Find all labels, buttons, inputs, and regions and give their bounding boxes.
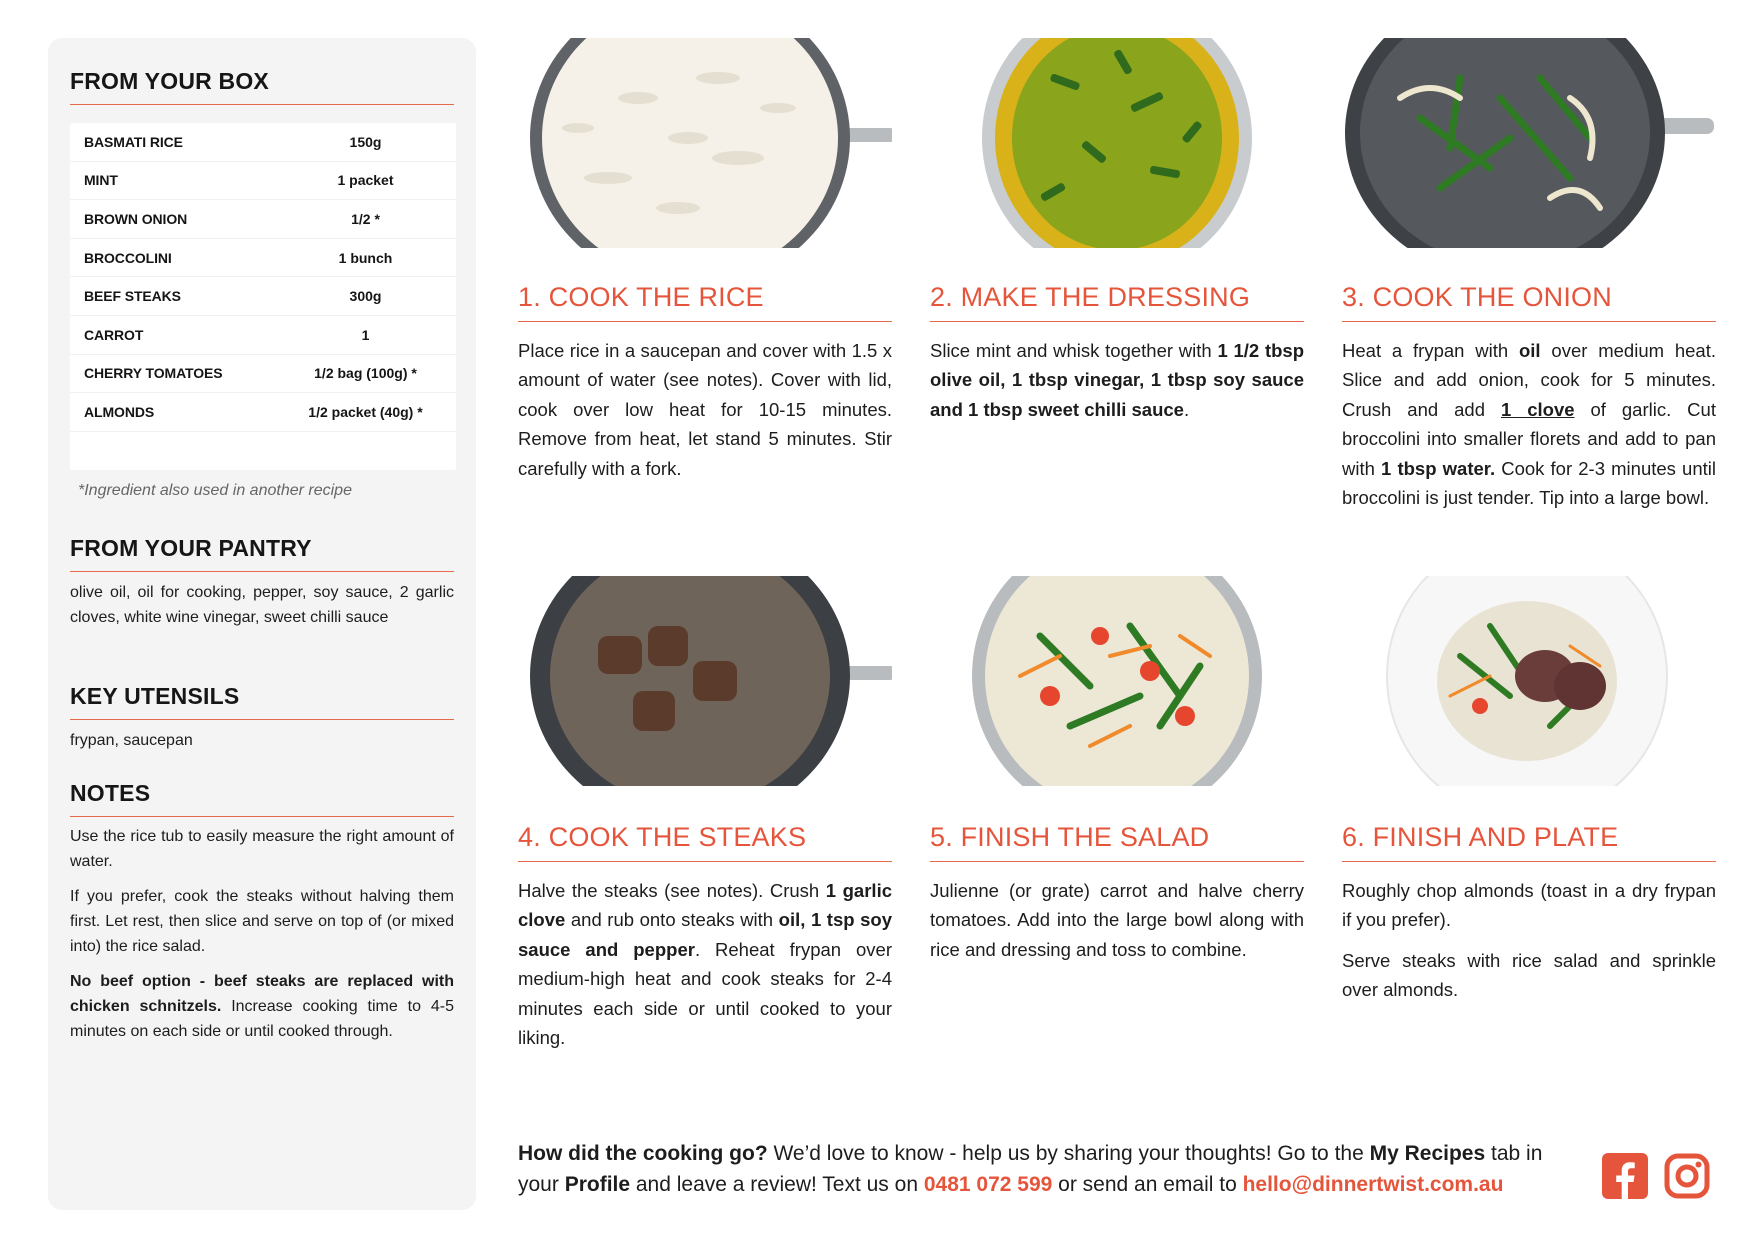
ingredient-name: CARROT — [84, 326, 144, 343]
footer-text: and leave a review! Text us on — [630, 1173, 924, 1196]
pantry-text: olive oil, oil for cooking, pepper, soy sauce, 2 garlic cloves, white wine vinegar, sweet chilli sauce — [70, 584, 454, 626]
notes-body — [70, 824, 454, 1054]
pantry-heading: FROM YOUR PANTRY — [70, 535, 454, 572]
step-6-text — [1342, 876, 1716, 1016]
ingredients-sidebar — [48, 38, 476, 1210]
my-recipes-label: My Recipes — [1369, 1142, 1486, 1165]
ingredient-qty: 1 bunch — [338, 249, 393, 266]
step-bold-run: oil, 1 tsp soy sauce and pepper — [518, 909, 892, 960]
step-2-text — [930, 336, 1304, 424]
step-text-run: Slice mint and whisk together with — [930, 340, 1218, 361]
footer-text: We’d love to know - help us by sharing your thoughts! Go to the — [767, 1142, 1370, 1165]
step-3-text — [1342, 336, 1716, 512]
email-link[interactable]: hello@dinnertwist.com.au — [1242, 1173, 1504, 1196]
instagram-icon[interactable] — [1664, 1153, 1710, 1199]
step-2-heading: 2. MAKE THE DRESSING — [930, 282, 1304, 322]
box-heading: FROM YOUR BOX — [70, 68, 454, 105]
ingredient-name: MINT — [84, 172, 118, 189]
step-paragraph: Serve steaks with rice salad and sprinkle over almonds. — [1342, 949, 1716, 1001]
ingredient-qty: 1/2 packet (40g) * — [308, 403, 423, 420]
plate-photo — [1340, 576, 1714, 786]
ingredient-qty: 300g — [349, 288, 382, 305]
ingredient-qty: 1/2 * — [351, 210, 380, 227]
ingredient-qty: 1/2 bag (100g) * — [314, 365, 417, 382]
ingredient-name: ALMONDS — [84, 403, 155, 420]
box-ingredients-table — [70, 123, 456, 470]
step-text-run: . Reheat frypan over medium-high heat and cook steaks for 2-4 minutes each side or until cooked to your liking. — [518, 938, 892, 1049]
dressing-photo — [930, 38, 1304, 248]
footer-bold: How did the cooking go? — [518, 1142, 768, 1165]
step-bold-run: 1 tbsp water. — [1381, 457, 1496, 479]
table-row — [70, 200, 456, 239]
ingredient-name: CHERRY TOMATOES — [84, 365, 223, 382]
step-bold-run: 1 1/2 tbsp olive oil, 1 tbsp vinegar, 1 tbsp soy sauce and 1 tbsp sweet chilli sauce — [930, 340, 1305, 420]
rice-photo — [518, 38, 892, 248]
note-paragraph — [70, 969, 454, 1044]
step-6-heading: 6. FINISH AND PLATE — [1342, 822, 1716, 862]
note-paragraph: Use the rice tub to easily measure the right amount of water. — [70, 828, 454, 870]
step-bold-run: 1 garlic clove — [518, 880, 892, 931]
feedback-footer — [518, 1138, 1578, 1200]
steaks-photo — [518, 576, 892, 786]
table-row — [70, 239, 456, 278]
table-row — [70, 393, 456, 432]
footer-text: or send an email to — [1052, 1173, 1243, 1196]
note-bold: No beef option - beef steaks are replaced with chicken schnitzels. — [70, 973, 454, 1015]
table-row — [70, 162, 456, 201]
ingredient-footnote: *Ingredient also used in another recipe — [78, 482, 352, 499]
facebook-icon[interactable] — [1602, 1153, 1648, 1199]
step-underline-run: 1 clove — [1500, 398, 1575, 420]
profile-label: Profile — [564, 1173, 631, 1196]
table-row — [70, 277, 456, 316]
salad-photo — [930, 576, 1304, 786]
step-paragraph: Roughly chop almonds (toast in a dry frypan if you prefer). — [1342, 880, 1716, 931]
step-text-run: over medium heat. Slice and add onion, cook for 5 minutes. Crush and add — [1342, 340, 1716, 420]
step-text-run: Cook for 2-3 minutes until broccolini is just tender. Tip into a large bowl. — [1342, 457, 1716, 509]
utensils-text: frypan, saucepan — [70, 732, 193, 749]
ingredient-name: BEEF STEAKS — [84, 288, 181, 305]
note-paragraph: If you prefer, cook the steaks without halving them first. Let rest, then slice and serve on top of (or mixed into) the rice salad. — [70, 888, 454, 955]
step-text-run: Heat a frypan with — [1342, 340, 1519, 361]
onion-photo — [1340, 38, 1714, 248]
notes-heading: NOTES — [70, 780, 454, 817]
step-text-run: . — [1183, 398, 1190, 420]
ingredient-qty: 1 packet — [337, 172, 394, 189]
table-row — [70, 316, 456, 355]
step-1-text: Place rice in a saucepan and cover with 1.5 x amount of water (see notes). Cover with lid, cook over low heat for 10-15 minutes. Remove from heat, let stand 5 minutes. Stir carefully with a fork. — [518, 340, 892, 479]
step-1-heading: 1. COOK THE RICE — [518, 282, 892, 322]
ingredient-name: BROCCOLINI — [84, 249, 172, 266]
table-row — [70, 355, 456, 394]
ingredient-name: BASMATI RICE — [84, 133, 183, 150]
step-bold-run: oil — [1518, 340, 1541, 361]
table-row — [70, 123, 456, 162]
step-5-heading: 5. FINISH THE SALAD — [930, 822, 1304, 862]
phone-link[interactable]: 0481 072 599 — [923, 1173, 1053, 1196]
ingredient-name: BROWN ONION — [84, 210, 188, 227]
footer-text: tab in your — [518, 1142, 1543, 1196]
step-5-text: Julienne (or grate) carrot and halve cherry tomatoes. Add into the large bowl along with rice and dressing and toss to combine. — [930, 880, 1304, 960]
step-4-heading: 4. COOK THE STEAKS — [518, 822, 892, 862]
step-3-heading: 3. COOK THE ONION — [1342, 282, 1716, 322]
step-text-run: Halve the steaks (see notes). Crush — [518, 880, 826, 901]
step-text-run: and rub onto steaks with — [565, 909, 779, 931]
note-text: Increase cooking time to 4-5 minutes on each side or until cooked through. — [70, 998, 454, 1040]
ingredient-qty: 1 — [361, 326, 370, 343]
ingredient-qty: 150g — [349, 133, 382, 150]
step-text-run: of garlic. Cut broccolini into smaller florets and add to pan with — [1342, 398, 1716, 479]
utensils-heading: KEY UTENSILS — [70, 683, 454, 720]
step-4-text — [518, 876, 892, 1052]
